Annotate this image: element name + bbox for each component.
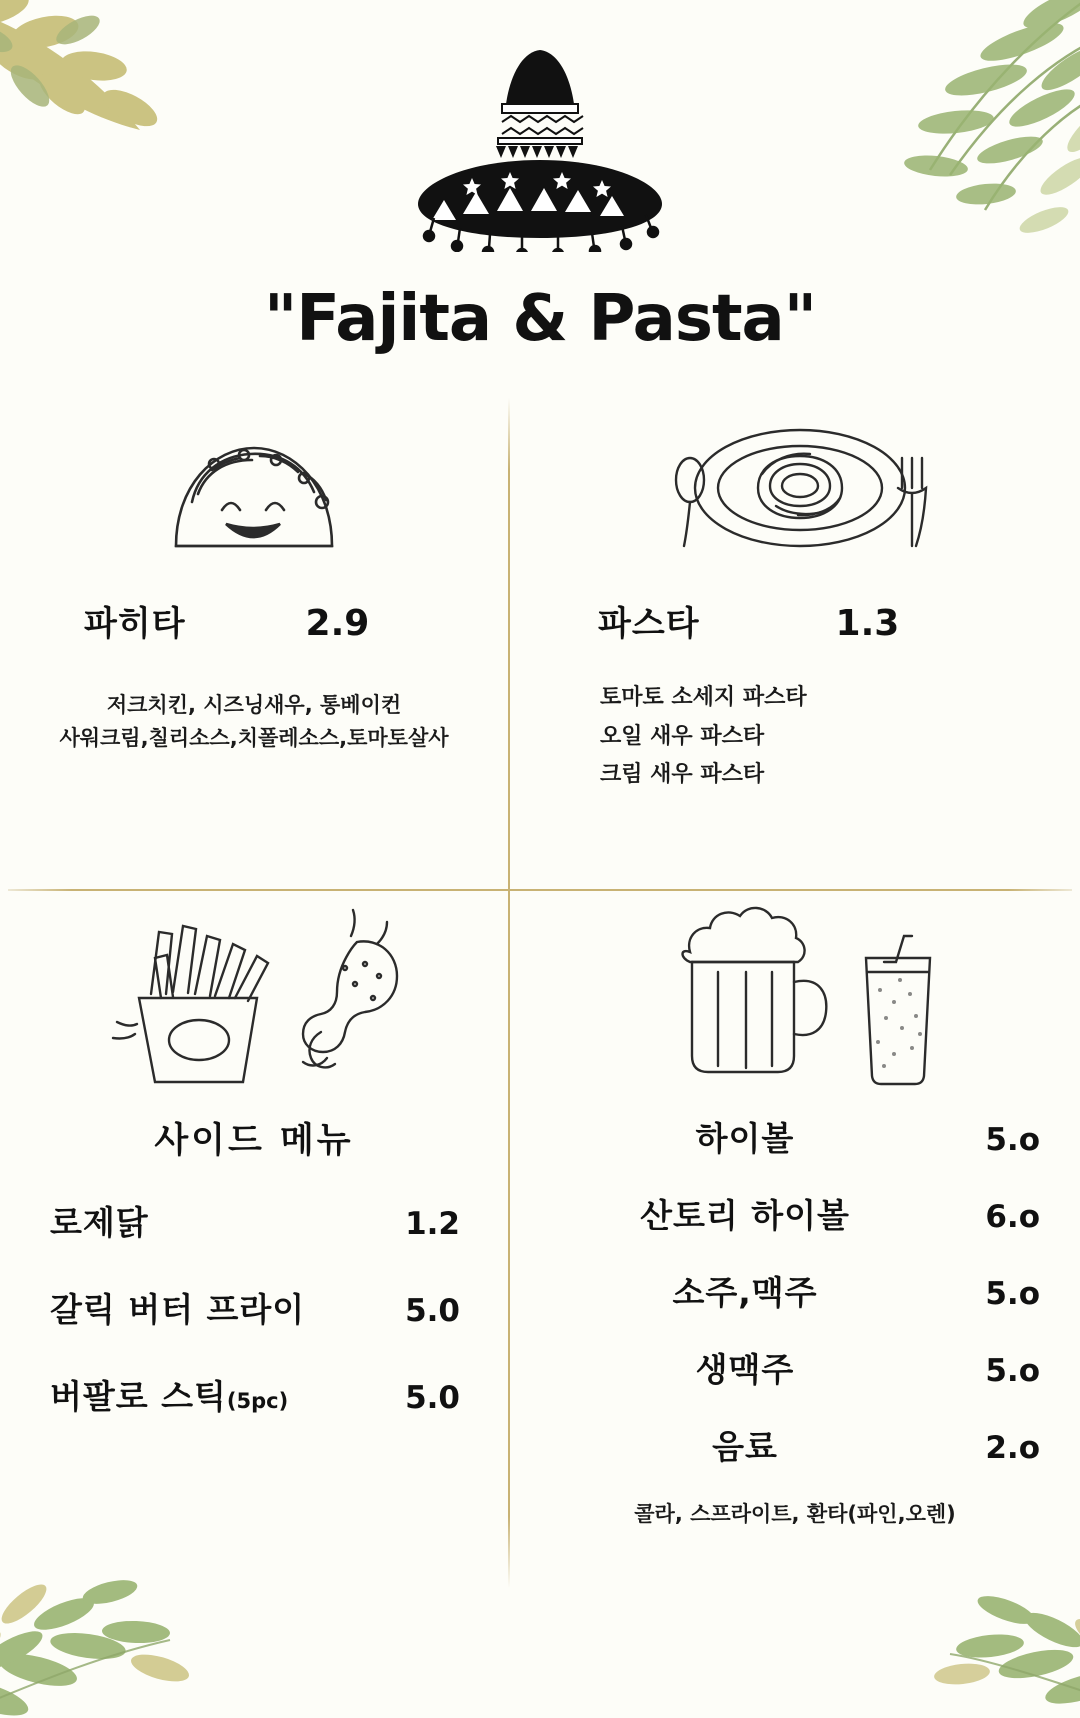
page-title: "Fajita & Pasta" — [263, 282, 817, 356]
beer-mug-icon — [630, 906, 960, 1091]
side-item-name: 버팔로 스틱 — [50, 1377, 227, 1416]
section-pasta — [510, 398, 1080, 889]
drink-item-price: 5.o — [985, 1122, 1040, 1158]
pasta-name: 파스타 — [598, 604, 700, 644]
side-item-price: 5.0 — [405, 1380, 460, 1416]
list-item — [550, 1421, 1040, 1468]
pasta-options — [510, 679, 1080, 795]
drink-item-price: 5.o — [985, 1276, 1040, 1312]
pasta-plate-icon — [650, 418, 940, 568]
side-item-qty: (5pc) — [226, 1389, 289, 1413]
pasta-price: 1.3 — [835, 603, 900, 644]
list-item — [550, 1190, 1040, 1237]
side-item-price: 5.0 — [405, 1293, 460, 1329]
drink-item-name: 하이볼 — [695, 1119, 795, 1158]
drink-item-name: 소주,맥주 — [672, 1273, 818, 1312]
list-item — [550, 1113, 1040, 1160]
side-item-list — [0, 1197, 508, 1418]
list-item — [50, 1371, 460, 1418]
fajita-desc-line-1: 저크치킨, 시즈닝새우, 통베이컨 — [106, 693, 402, 717]
list-item — [550, 1267, 1040, 1314]
side-item-name: 로제닭 — [50, 1203, 149, 1242]
fajita-row — [0, 596, 508, 645]
side-art — [0, 891, 508, 1091]
list-item — [50, 1284, 460, 1331]
menu-header — [0, 0, 1080, 356]
drinks-note: 콜라, 스프라이트, 환타(파인,오렌) — [634, 1502, 956, 1526]
fajita-price: 2.9 — [305, 603, 370, 644]
side-item-name: 갈릭 버터 프라이 — [50, 1290, 306, 1329]
pasta-row — [510, 596, 1080, 645]
fajita-description — [0, 689, 508, 754]
section-side — [0, 891, 508, 1588]
drink-item-name: 산토리 하이볼 — [640, 1196, 850, 1235]
drink-item-name: 음료 — [712, 1427, 778, 1466]
drink-item-name: 생맥주 — [695, 1350, 795, 1389]
chicken-drumstick-icon — [303, 910, 397, 1067]
pasta-art — [510, 398, 1080, 568]
drink-item-price: 5.o — [985, 1353, 1040, 1389]
pasta-option: 오일 새우 파스타 — [600, 723, 765, 749]
taco-face-icon — [154, 418, 354, 568]
fajita-name: 파히타 — [84, 604, 186, 644]
drinks-art — [510, 891, 1080, 1091]
drink-item-price: 6.o — [985, 1199, 1040, 1235]
pasta-option: 토마토 소세지 파스타 — [600, 685, 807, 710]
list-item — [50, 1197, 460, 1244]
drink-item-price: 2.o — [985, 1430, 1040, 1466]
side-item-price: 1.2 — [405, 1206, 460, 1242]
fajita-art — [0, 398, 508, 568]
section-fajita — [0, 398, 508, 889]
drinks-item-list — [510, 1113, 1080, 1468]
sombrero-hat-icon — [410, 42, 670, 252]
menu-grid — [0, 398, 1080, 1588]
side-section-title: 사이드 메뉴 — [154, 1121, 354, 1161]
section-drinks — [510, 891, 1080, 1588]
pasta-option: 크림 새우 파스타 — [600, 762, 765, 787]
fajita-desc-line-2: 사워크림,칠리소스,치폴레소스,토마토살사 — [59, 725, 449, 750]
list-item — [550, 1344, 1040, 1391]
fries-icon — [89, 906, 419, 1091]
